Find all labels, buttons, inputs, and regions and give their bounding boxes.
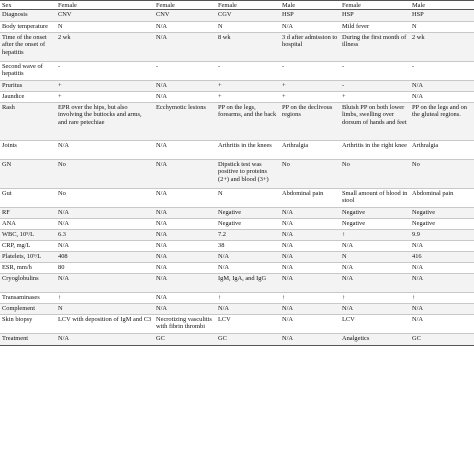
table-row <box>0 241 474 252</box>
table-cell: N/A <box>342 264 354 272</box>
row-label: Body temperature <box>2 23 48 31</box>
table-cell: N/A <box>156 34 168 42</box>
table-cell: N <box>342 253 347 261</box>
table-cell: N/A <box>58 275 70 283</box>
table-row <box>0 33 474 62</box>
table-cell: Mild fever <box>342 23 370 31</box>
table-cell: PP on the legs and on the gluteal regions. <box>412 104 467 119</box>
table-cell: N/A <box>156 209 168 217</box>
table-cell: GC <box>218 335 227 343</box>
table-cell: CGV <box>218 11 232 19</box>
table-cell: N/A <box>412 93 424 101</box>
table-cell: N <box>412 23 417 31</box>
table-cell: N/A <box>412 82 424 90</box>
table-cell: N/A <box>156 82 168 90</box>
table-cell: CNV <box>156 11 170 19</box>
row-label: Skin biopsy <box>2 316 33 324</box>
table-cell: N/A <box>58 220 70 228</box>
table-cell: - <box>412 63 415 71</box>
table-cell: LCV with deposition of IgM and C3 <box>58 316 152 324</box>
row-label: Second wave of hepatitis <box>2 63 43 78</box>
table-cell: Abdominal pain <box>282 190 324 198</box>
table-row <box>0 230 474 241</box>
table-cell: N/A <box>218 264 230 272</box>
table-cell: HSP <box>282 11 294 19</box>
table-row <box>0 92 474 103</box>
table-cell: Small amount of blood in stool <box>342 190 408 205</box>
table-cell: ↑ <box>342 231 346 239</box>
table-row <box>0 252 474 263</box>
table-cell: N/A <box>156 242 168 250</box>
row-label: Complement <box>2 305 36 313</box>
table-row <box>0 62 474 81</box>
header-col-1: Female <box>58 2 77 9</box>
table-cell: CNV <box>58 11 72 19</box>
table-cell: N/A <box>58 335 70 343</box>
row-label: Joints <box>2 142 17 150</box>
table-cell: N/A <box>58 209 70 217</box>
table-cell: N/A <box>156 142 168 150</box>
table-cell: Arthritis in the knees <box>218 142 272 150</box>
table-row <box>0 10 474 22</box>
table-cell: N/A <box>156 253 168 261</box>
table-cell: 7.2 <box>218 231 226 239</box>
table-cell: N/A <box>156 23 168 31</box>
table-cell: 3 d after admission to hospital <box>282 34 338 49</box>
table-cell: LCV <box>342 316 355 324</box>
table-cell: N/A <box>282 253 294 261</box>
header-label: Sex <box>2 2 12 9</box>
table-cell: N/A <box>282 23 294 31</box>
table-row <box>0 22 474 33</box>
table-cell: - <box>156 63 159 71</box>
table-row <box>0 189 474 208</box>
table-cell: - <box>342 82 345 90</box>
table-cell: Abdominal pain <box>412 190 454 198</box>
row-label: Platelets, 10⁹/L <box>2 253 42 261</box>
table-cell: N/A <box>282 231 294 239</box>
table-cell: + <box>58 82 62 90</box>
table-cell: + <box>342 93 346 101</box>
table-cell: No <box>342 161 350 169</box>
row-label: Cryoglobulins <box>2 275 39 283</box>
table-row <box>0 208 474 219</box>
table-cell: - <box>218 63 221 71</box>
header-row <box>0 1 474 10</box>
table-cell: N/A <box>412 264 424 272</box>
table-row <box>0 219 474 230</box>
table-cell: N/A <box>342 305 354 313</box>
table-cell: N/A <box>282 305 294 313</box>
table-cell: No <box>58 161 66 169</box>
table-cell: - <box>282 63 285 71</box>
table-cell: Arthritis in the right knee <box>342 142 407 150</box>
table-cell: PP on the declivous regions <box>282 104 333 119</box>
table-cell: Arthralgia <box>412 142 439 150</box>
table-cell: N/A <box>342 242 354 250</box>
table-cell: 6.3 <box>58 231 66 239</box>
row-label: RF <box>2 209 10 217</box>
table-cell: 9.9 <box>412 231 420 239</box>
table-cell: N/A <box>282 264 294 272</box>
table-cell: EPR over the hips, but also involving the buttocks and arms, and rare petechiae <box>58 104 142 126</box>
table-cell: No <box>282 161 290 169</box>
table-cell: N/A <box>282 209 294 217</box>
table-cell: Arthralgia <box>282 142 309 150</box>
table-cell: N/A <box>412 275 424 283</box>
table-cell: HSP <box>412 11 424 19</box>
table-cell: LCV <box>218 316 231 324</box>
table-cell: 2 wk <box>58 34 71 42</box>
table-cell: - <box>342 63 345 71</box>
table-cell: + <box>282 93 286 101</box>
row-label: Time of the onset after the onset of hepatitis <box>2 34 47 56</box>
table-cell: 38 <box>218 242 225 250</box>
table-cell: N/A <box>156 93 168 101</box>
row-label: ESR, mm/h <box>2 264 32 272</box>
row-label: Gut <box>2 190 12 198</box>
table-cell: + <box>218 82 222 90</box>
table-cell: N/A <box>156 305 168 313</box>
table-cell: - <box>58 63 61 71</box>
table-cell: N/A <box>282 335 294 343</box>
table-cell: N/A <box>156 294 168 302</box>
table-cell: 416 <box>412 253 422 261</box>
table-cell: N <box>218 190 223 198</box>
table-cell: No <box>58 190 66 198</box>
table-cell: N <box>58 305 63 313</box>
table-cell: N/A <box>156 220 168 228</box>
table-cell: N <box>218 23 223 31</box>
table-cell: N/A <box>156 275 168 283</box>
table-cell: ↑ <box>282 294 286 302</box>
row-label: Transaminases <box>2 294 40 302</box>
table-cell: Dipstick test was positive to proteins (2+) and blood (3+) <box>218 161 269 183</box>
table-cell: N/A <box>156 231 168 239</box>
header-col-6: Male <box>412 2 426 9</box>
table-cell: Negative <box>342 220 366 228</box>
table-cell: N/A <box>156 264 168 272</box>
table-cell: During the first month of illness <box>342 34 407 49</box>
header-col-2: Female <box>156 2 175 9</box>
table-cell: N/A <box>342 275 354 283</box>
table-cell: GC <box>412 335 421 343</box>
header-col-3: Female <box>218 2 237 9</box>
row-label: Diagnosis <box>2 11 28 19</box>
table-cell: 2 wk <box>412 34 425 42</box>
row-label: Pruritus <box>2 82 23 90</box>
table-cell: IgM, IgA, and IgG <box>218 275 267 283</box>
table-cell: N/A <box>58 142 70 150</box>
table-cell: N/A <box>218 305 230 313</box>
table-cell: ↑ <box>342 294 346 302</box>
table-row <box>0 274 474 293</box>
table-row <box>0 304 474 315</box>
table-cell: Bluish PP on both lower limbs, swelling over dorsum of hands and feet <box>342 104 407 126</box>
table-cell: No <box>412 161 420 169</box>
table-cell: N/A <box>218 253 230 261</box>
table-row <box>0 160 474 189</box>
table-header <box>0 1 474 10</box>
table-cell: + <box>282 82 286 90</box>
table-cell: N/A <box>58 242 70 250</box>
table-cell: 8 wk <box>218 34 231 42</box>
row-label: CRP, mg/L <box>2 242 31 250</box>
row-label: Jaundice <box>2 93 25 101</box>
row-label: Rash <box>2 104 15 112</box>
table-cell: N/A <box>412 316 424 324</box>
table-cell: Negative <box>218 209 242 217</box>
table-cell: Negative <box>342 209 366 217</box>
table-row <box>0 293 474 304</box>
header-col-4: Male <box>282 2 296 9</box>
row-label: ANA <box>2 220 16 228</box>
table-cell: N/A <box>412 242 424 250</box>
header-col-5: Female <box>342 2 361 9</box>
table-cell: GC <box>156 335 165 343</box>
row-label: WBC, 10⁹/L <box>2 231 35 239</box>
table-cell: + <box>218 93 222 101</box>
table-body <box>0 10 474 346</box>
table-cell: Analgetics <box>342 335 370 343</box>
table-cell: ↑ <box>58 294 62 302</box>
table-cell: Ecchymotic lesions <box>156 104 206 112</box>
table-cell: Negative <box>412 220 436 228</box>
table-row <box>0 103 474 141</box>
table-cell: + <box>58 93 62 101</box>
table-cell: Necrotizing vasculitis with fibrin thrombi <box>156 316 212 331</box>
row-label: GN <box>2 161 12 169</box>
table-cell: N/A <box>282 220 294 228</box>
table-cell: 408 <box>58 253 68 261</box>
table-cell: ↑ <box>218 294 222 302</box>
table-cell: N/A <box>412 305 424 313</box>
table-cell: N/A <box>156 190 168 198</box>
table-cell: Negative <box>412 209 436 217</box>
table-cell: N/A <box>282 242 294 250</box>
table-cell: N <box>58 23 63 31</box>
table-row <box>0 315 474 334</box>
table-cell: N/A <box>282 316 294 324</box>
table-cell: N/A <box>156 161 168 169</box>
table-cell: PP on the legs, forearms, and the back <box>218 104 277 119</box>
row-label: Treatment <box>2 335 29 343</box>
table-row <box>0 334 474 346</box>
table-cell: Negative <box>218 220 242 228</box>
table-cell: ↑ <box>412 294 416 302</box>
table-row <box>0 81 474 92</box>
table-cell: 80 <box>58 264 65 272</box>
table-cell: HSP <box>342 11 354 19</box>
table-row <box>0 141 474 160</box>
table-cell: N/A <box>282 275 294 283</box>
table-row <box>0 263 474 274</box>
